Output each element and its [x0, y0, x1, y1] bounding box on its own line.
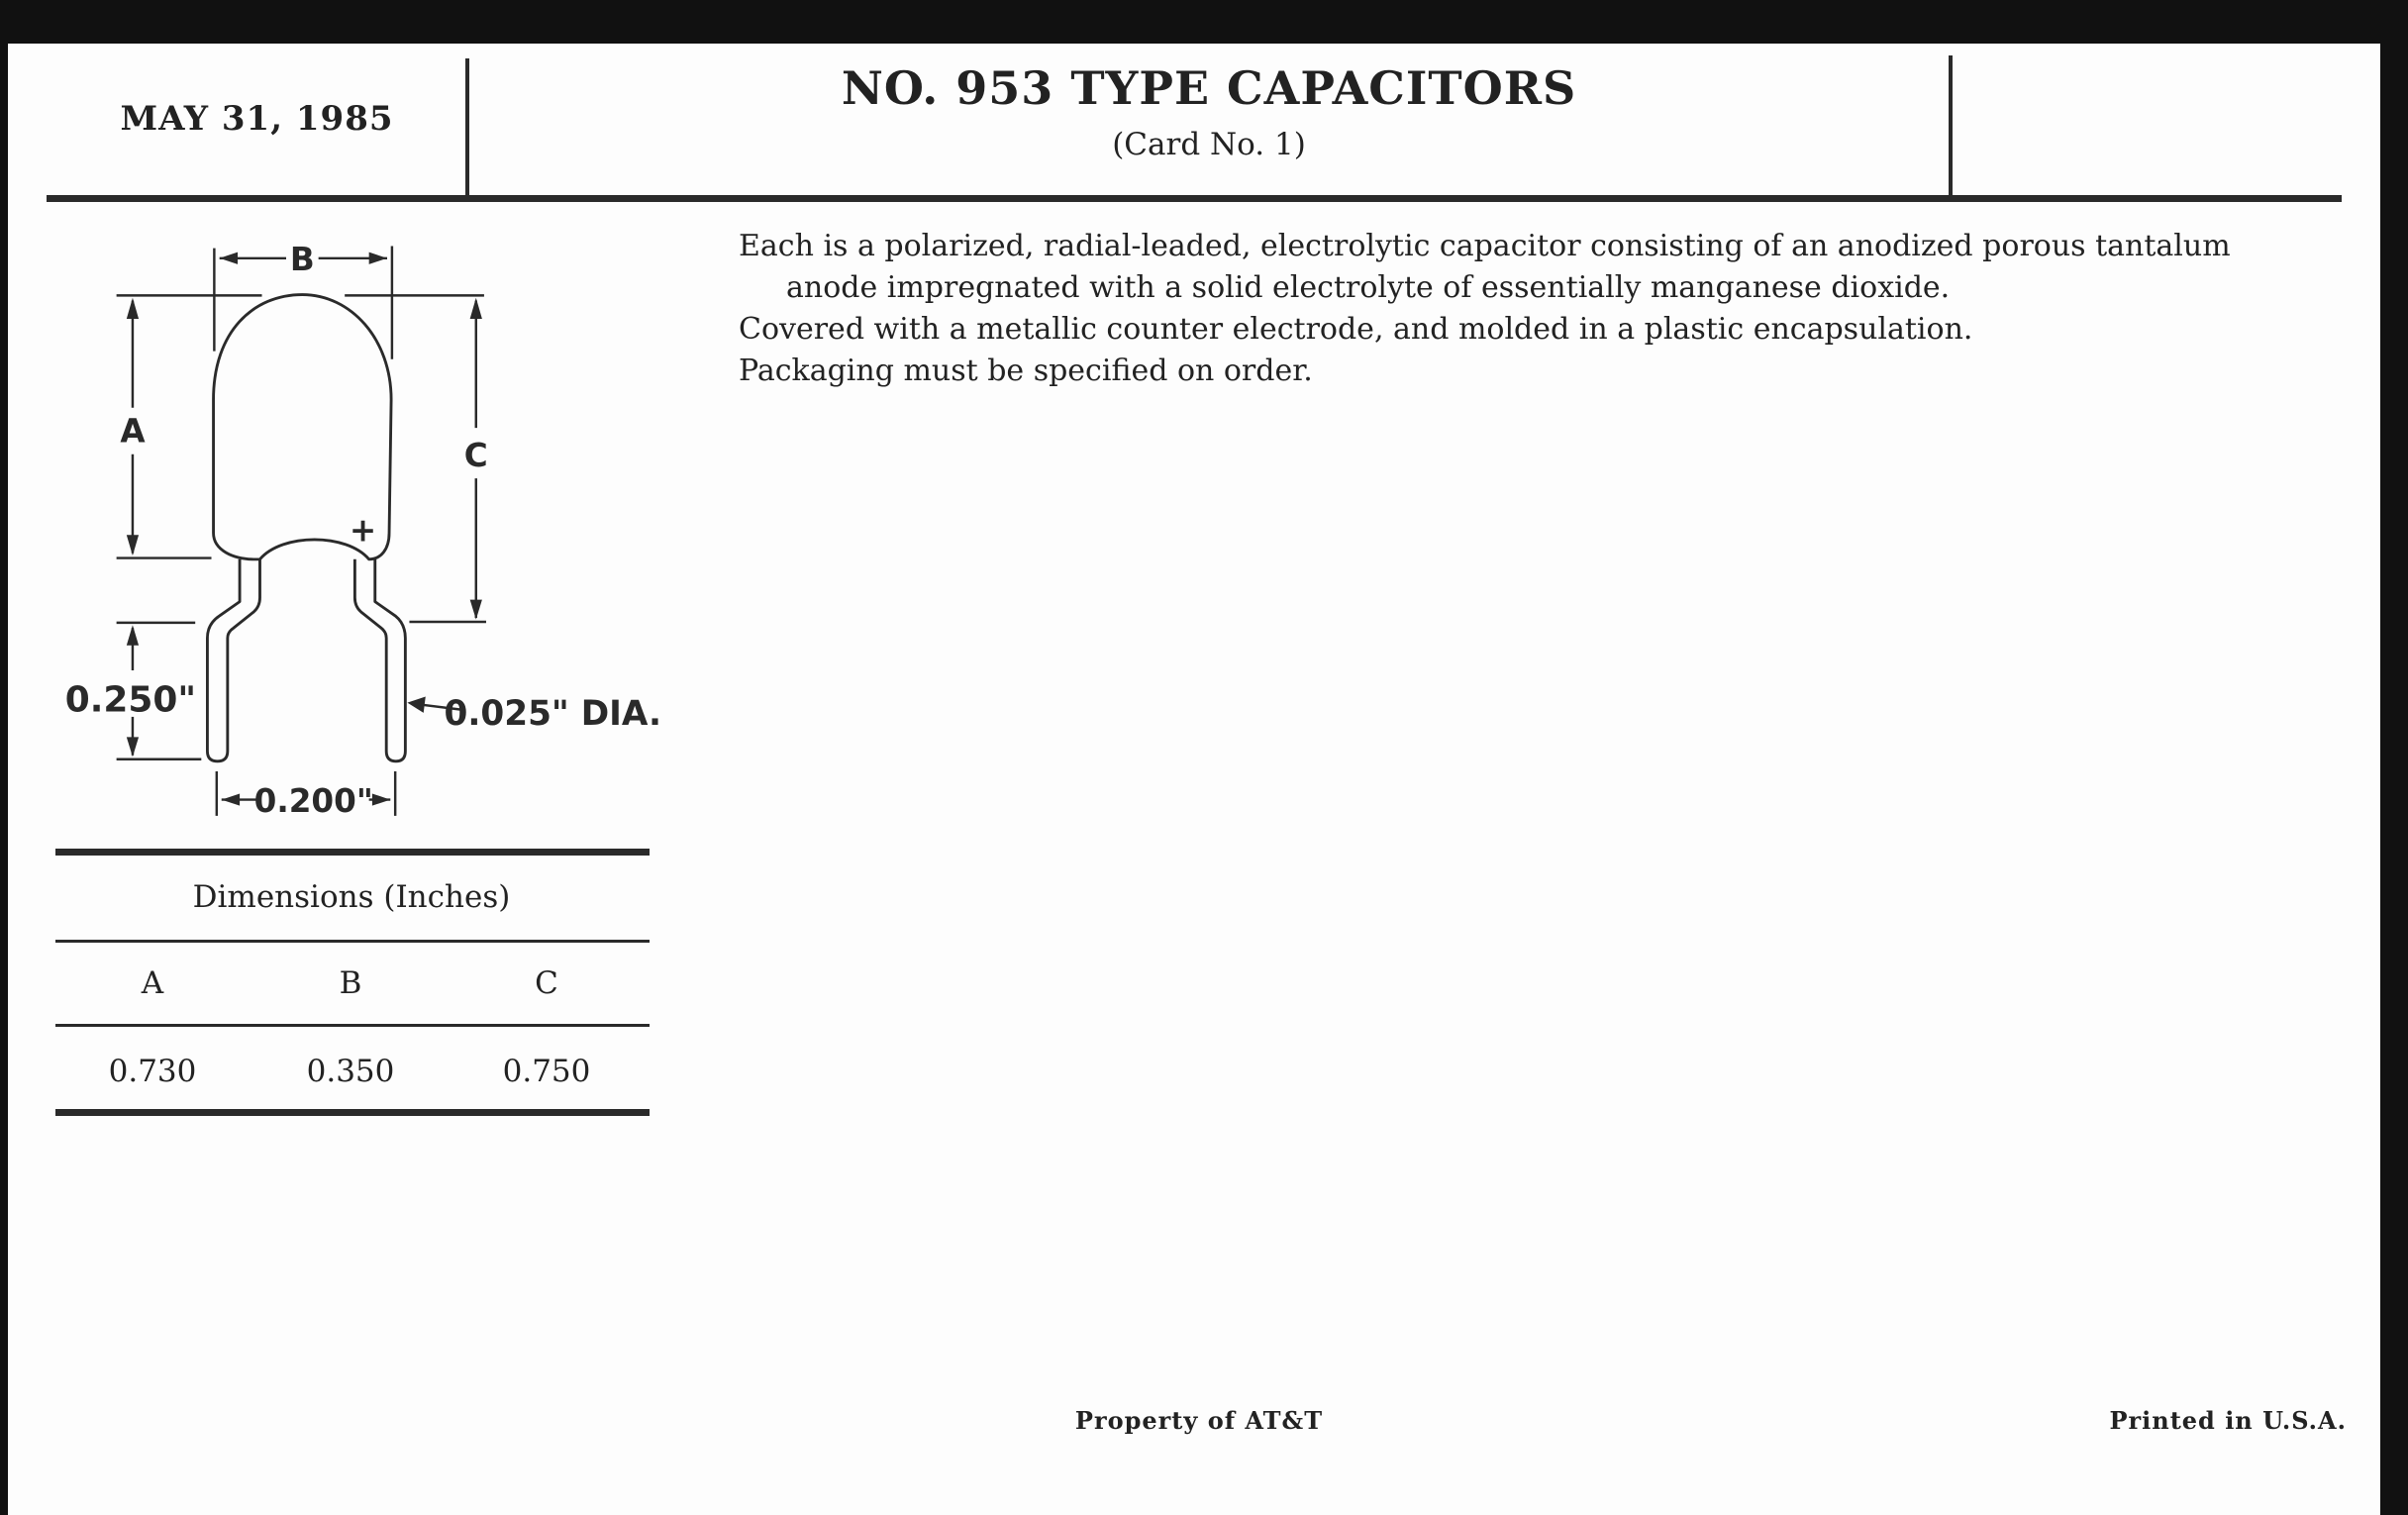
column-header-c: C [535, 965, 558, 1001]
lead-diameter-label: 0.025" DIA. [444, 694, 662, 735]
lead-length-label: 0.250" [64, 679, 197, 721]
label-b: B [289, 241, 315, 279]
table-rule-bottom [55, 1109, 650, 1116]
value-a: 0.730 [108, 1054, 197, 1089]
column-header-a: A [141, 965, 164, 1001]
value-c: 0.750 [502, 1054, 591, 1089]
table-rule [55, 940, 650, 943]
label-c: C [463, 436, 488, 474]
header-rule [47, 195, 2342, 202]
dimension-arrows [127, 252, 482, 806]
table-title: Dimensions (Inches) [192, 879, 511, 915]
table-rule [55, 1024, 650, 1027]
table-rule-top [55, 849, 650, 856]
card-date: MAY 31, 1985 [120, 99, 394, 139]
description-line: Each is a polarized, radial-leaded, electrolytic capacitor consisting of an anodized porous tantalum [739, 229, 2231, 263]
right-lead [354, 559, 405, 761]
card-number: (Card No. 1) [1112, 127, 1306, 162]
lead-spacing-label: 0.200" [253, 781, 373, 820]
description-line: Covered with a metallic counter electrode, and molded in a plastic encapsulation. [739, 312, 1973, 347]
property-notice: Property of AT&T [1074, 1406, 1324, 1435]
description-line: anode impregnated with a solid electrolyte of essentially manganese dioxide. [786, 270, 1951, 305]
description-line: Packaging must be specified on order. [739, 354, 1313, 388]
column-header-b: B [339, 965, 362, 1001]
description [739, 226, 2343, 392]
capacitor-diagram [40, 218, 673, 842]
printed-notice: Printed in U.S.A. [2109, 1406, 2347, 1435]
page-title: NO. 953 TYPE CAPACITORS [841, 61, 1577, 115]
polarity-plus: + [349, 511, 377, 550]
label-a: A [120, 412, 146, 451]
value-b: 0.350 [306, 1054, 395, 1089]
left-lead [207, 559, 259, 761]
